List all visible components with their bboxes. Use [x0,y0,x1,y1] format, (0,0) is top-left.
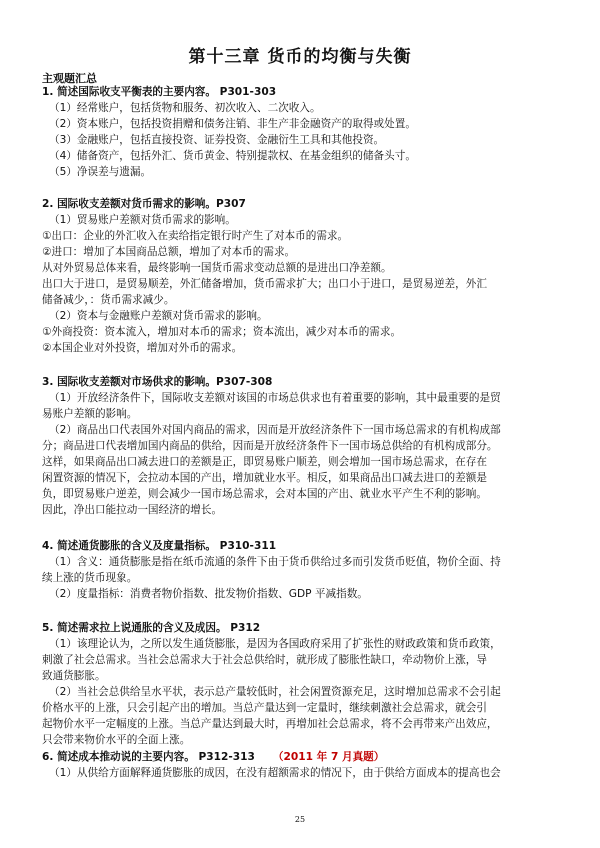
question-5-heading: 5. 简述需求拉上说通胀的含义及成因。 P312 [42,622,261,634]
question-3-line: 分；商品进口代表增加国内商品的供给，因而是开放经济条件下一国市场总供给的有机构成部分。 [42,440,498,452]
question-3-line: （2）商品出口代表国外对国内商品的需求，因而是开放经济条件下一国市场总需求的有机构成部 [49,424,501,436]
question-5-line: 刺激了社会总需求。当社会总需求大于社会总供给时，就形成了膨胀性缺口，牵动物价上涨，导 [42,654,487,666]
question-1-heading: 1. 简述国际收支平衡表的主要内容。 P301-303 [42,86,277,98]
question-2-heading: 2. 国际收支差额对货币需求的影响。P307 [42,198,246,210]
question-3-line: 易账户差额的影响。 [42,408,138,420]
question-6-heading [42,749,562,765]
question-5-line: 价格水平的上涨，只会引起产出的增加。当总产量达到一定量时，继续刺激社会总需求，就会引 [42,702,487,714]
page-number: 25 [294,815,306,824]
question-1-line: （1）经常账户，包括货物和服务、初次收入、二次收入。 [49,102,321,114]
question-4-line: （1）含义：通货膨胀是指在纸币流通的条件下由于货币供给过多而引发货币贬值，物价全面、持 [49,556,501,568]
question-3-line: 闲置资源的情况下，会拉动本国的产出，增加就业水平。相反，如果商品出口减去进口的差额是 [42,472,487,484]
question-5-line: 只会带来物价水平的全面上涨。 [42,734,191,746]
question-2-line: （2）资本与金融账户差额对货币需求的影响。 [49,310,268,322]
question-3-heading: 3. 国际收支差额对市场供求的影响。P307-308 [42,376,273,388]
question-6-line: （1）从供给方面解释通货膨胀的成因，在没有超额需求的情况下，由于供给方面成本的提高也会 [49,767,501,779]
question-2-line: 出口大于进口，是贸易顺差，外汇储备增加，货币需求扩大；出口小于进口，是贸易逆差，外汇 [42,278,487,290]
question-2-line: ②进口：增加了本国商品总额，增加了对本币的需求。 [42,246,296,258]
question-1-line: （3）金融账户，包括直接投资、证券投资、金融衍生工具和其他投资。 [49,134,385,146]
question-1-line: （4）储备资产，包括外汇、货币黄金、特别提款权、在基金组织的储备头寸。 [49,150,416,162]
exam-year-note: （2011 年 7 月真题） [272,751,385,763]
question-1-line: （5）净误差与遗漏。 [49,166,152,178]
question-2-line: 储备减少，：货币需求减少。 [42,294,175,306]
question-3-line: 这样，如果商品出口减去进口的差额是正，即贸易账户顺差，则会增加一国市场总需求，在存在 [42,456,487,468]
question-2-line: ①外商投资：资本流入，增加对本币的需求；资本流出，减少对本币的需求。 [42,326,402,338]
question-2-line: ①出口：企业的外汇收入在卖给指定银行时产生了对本币的需求。 [42,230,349,242]
question-3-line: 因此，净出口能拉动一国经济的增长。 [42,504,223,516]
question-4-line: 续上涨的货币现象。 [42,572,138,584]
question-3-line: （1）开放经济条件下，国际收支差额对该国的市场总供求也有着重要的影响，其中最重要的是贸 [49,392,501,404]
question-1-line: （2）资本账户，包括投资捐赠和债务注销、非生产非金融资产的取得或处置。 [49,118,416,130]
question-4-line: （2）度量指标：消费者物价指数、批发物价指数、GDP 平减指数。 [49,588,368,600]
question-2-line: 从对外贸易总体来看，最终影响一国货币需求变动总额的是进出口净差额。 [42,262,392,274]
question-4-heading: 4. 简述通货膨胀的含义及度量指标。 P310-311 [42,540,277,552]
question-5-line: 起物价水平一定幅度的上涨。当总产量达到最大时，再增加社会总需求，将不会再带来产出效应， [42,718,498,730]
question-6-title: 6. 简述成本推动说的主要内容。 P312-313 [42,751,255,763]
question-5-line: 致通货膨胀。 [42,670,106,682]
chapter-title: 第十三章 货币的均衡与失衡 [188,47,412,67]
question-3-line: 负，即贸易账户逆差，则会减少一国市场总需求，会对本国的产出、就业水平产生不利的影响。 [42,488,487,500]
section-label: 主观题汇总 [42,72,97,85]
question-2-line: ②本国企业对外投资，增加对外币的需求。 [42,342,243,354]
question-5-line: （2）当社会总供给呈水平状，表示总产量较低时，社会闲置资源充足，这时增加总需求不会引起 [49,686,501,698]
question-2-line: （1）贸易账户差额对货币需求的影响。 [49,214,236,226]
question-5-line: （1）该理论认为，之所以发生通货膨胀，是因为各国政府采用了扩张性的财政政策和货币政策， [49,638,501,650]
